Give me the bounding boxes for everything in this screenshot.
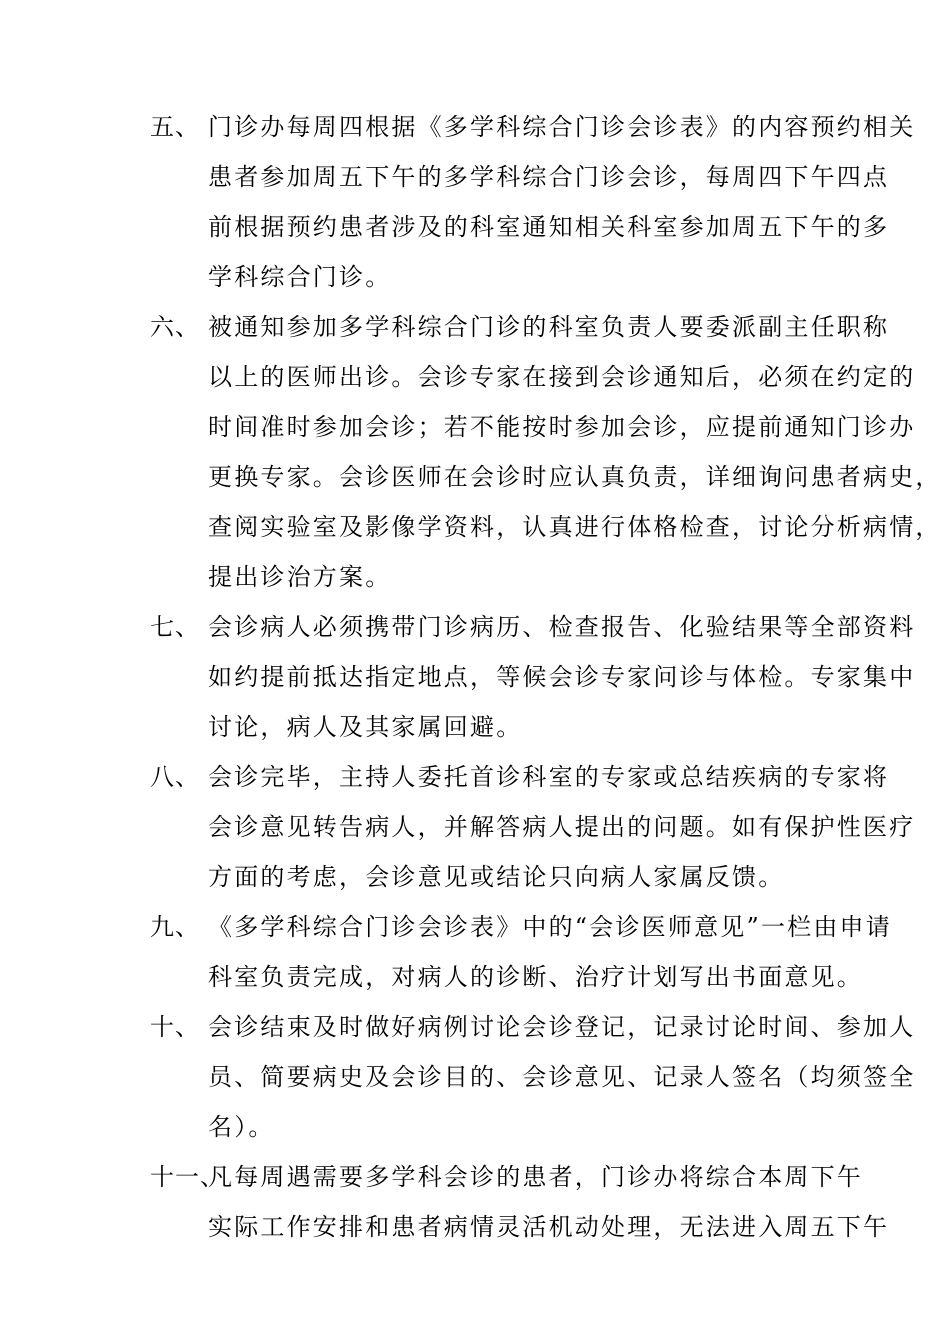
text-line: 患者参加周五下午的多学科综合门诊会诊，每周四下午四点	[208, 163, 890, 191]
text-line: 员、简要病史及会诊目的、会诊意见、记录人签名（均须签全	[208, 1063, 916, 1091]
text-line: 会诊结束及时做好病例讨论会诊登记，记录讨论时间、参加人	[208, 1013, 916, 1041]
item-number: 八、	[150, 763, 200, 791]
text-line: 门诊办每周四根据《多学科综合门诊会诊表》的内容预约相关	[208, 113, 916, 141]
text-line: 《多学科综合门诊会诊表》中的“会诊医师意见”一栏由申请	[208, 913, 892, 941]
item-number: 十一、	[150, 1163, 225, 1191]
text-line: 提出诊治方案。	[208, 563, 392, 591]
item-number: 六、	[150, 313, 200, 341]
text-line: 方面的考虑，会诊意见或结论只向病人家属反馈。	[208, 863, 785, 891]
text-line: 讨论，病人及其家属回避。	[208, 713, 523, 741]
text-line: 会诊完毕，主持人委托首诊科室的专家或总结疾病的专家将	[208, 763, 890, 791]
item-text	[208, 602, 916, 752]
text-line: 会诊意见转告病人，并解答病人提出的问题。如有保护性医疗	[208, 813, 916, 841]
item-number: 九、	[150, 913, 200, 941]
item-number: 五、	[150, 113, 200, 141]
regulation-item	[150, 1152, 895, 1252]
regulation-item	[150, 602, 916, 752]
item-text	[208, 302, 942, 602]
item-text	[208, 752, 916, 902]
item-number: 十、	[150, 1013, 200, 1041]
text-line: 名）。	[208, 1113, 275, 1141]
regulation-item	[150, 1002, 916, 1152]
text-line: 前根据预约患者涉及的科室通知相关科室参加周五下午的多	[208, 213, 890, 241]
text-line: 被通知参加多学科综合门诊的科室负责人要委派副主任职称	[208, 313, 890, 341]
text-line: 时间准时参加会诊；若不能按时参加会诊，应提前通知门诊办	[208, 413, 916, 441]
text-line: 学科综合门诊。	[208, 263, 392, 291]
regulation-item	[150, 752, 916, 902]
text-line: 更换专家。会诊医师在会诊时应认真负责，详细询问患者病史，	[208, 463, 942, 491]
item-text	[208, 1152, 895, 1252]
regulation-item	[150, 102, 916, 302]
regulation-item	[150, 302, 942, 602]
regulation-item	[150, 902, 895, 1002]
text-line: 如约提前抵达指定地点，等候会诊专家问诊与体检。专家集中	[208, 663, 916, 691]
text-line: 会诊病人必须携带门诊病历、检查报告、化验结果等全部资料	[208, 613, 916, 641]
text-line: 实际工作安排和患者病情灵活机动处理，无法进入周五下午	[208, 1213, 890, 1241]
item-text	[208, 102, 916, 302]
text-line: 凡每周遇需要多学科会诊的患者，门诊办将综合本周下午	[208, 1163, 863, 1191]
text-line: 查阅实验室及影像学资料，认真进行体格检查，讨论分析病情，	[208, 513, 942, 541]
item-text	[208, 1002, 916, 1152]
item-text	[208, 902, 895, 1002]
text-line: 以上的医师出诊。会诊专家在接到会诊通知后，必须在约定的	[208, 363, 916, 391]
item-number: 七、	[150, 613, 200, 641]
text-line: 科室负责完成，对病人的诊断、治疗计划写出书面意见。	[208, 963, 863, 991]
